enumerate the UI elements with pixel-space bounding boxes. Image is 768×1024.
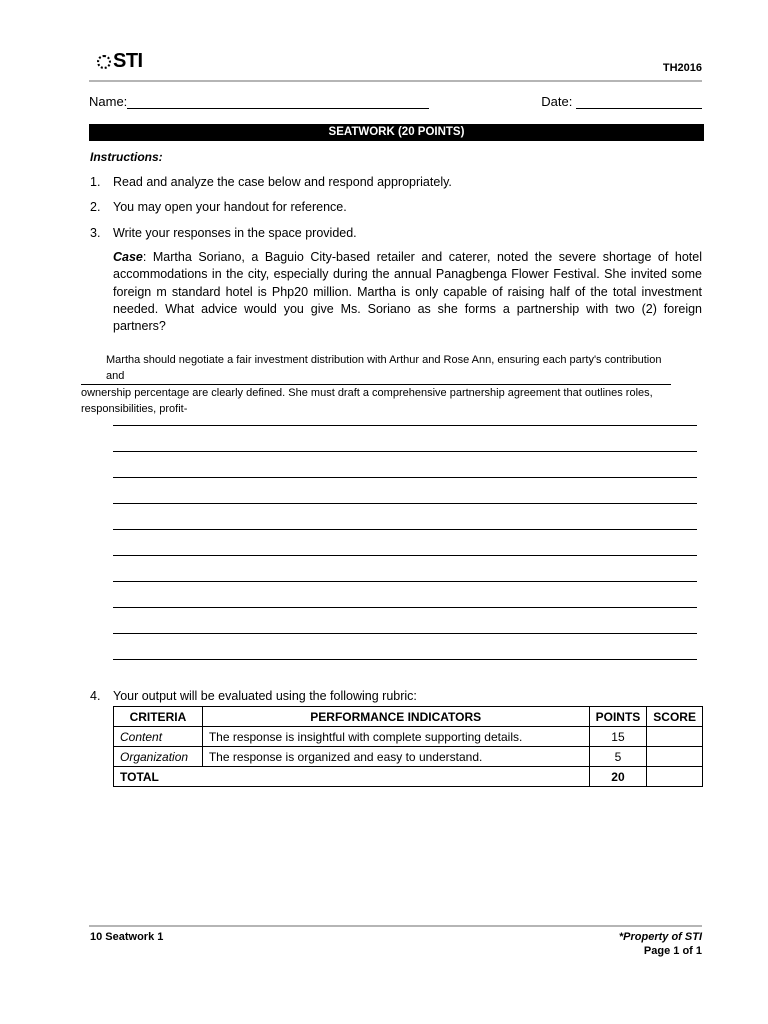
- name-date-row: [89, 94, 702, 109]
- item-number: 4.: [90, 689, 101, 703]
- table-row: [114, 747, 703, 767]
- indicator-cell: The response is organized and easy to understand.: [202, 747, 589, 767]
- answer-ruled-line[interactable]: [113, 659, 697, 660]
- item-text: You may open your handout for reference.: [113, 200, 347, 214]
- table-header-row: [114, 707, 703, 727]
- case-text: : Martha Soriano, a Baguio City-based retailer and caterer, noted the severe shortage of hotel accommodations in the city, especially during the annual Panagbenga Flower Festival. She invited some foreign m standard hotel is Php20 million. Martha is only capable of raising half of the total investment needed. What advice would you give Ms. Soriano as she forms a partnership with two (2) foreign partners?: [113, 250, 702, 334]
- logo-text: STI: [113, 50, 143, 72]
- case-paragraph: [113, 249, 702, 335]
- document-code: TH2016: [662, 62, 702, 74]
- item-text: Write your responses in the space provided.: [113, 226, 357, 240]
- answer-ruled-line[interactable]: [113, 425, 697, 426]
- answer-ruled-line[interactable]: [113, 581, 697, 582]
- item-number: 1.: [90, 175, 101, 189]
- answer-ruled-line[interactable]: [113, 529, 697, 530]
- item-number: 2.: [90, 200, 101, 214]
- answer-ruled-line[interactable]: [113, 477, 697, 478]
- footer-right: [619, 930, 702, 958]
- answer-ruled-line[interactable]: [113, 503, 697, 504]
- indicator-cell: The response is insightful with complete supporting details.: [202, 727, 589, 747]
- sti-logo-icon: [97, 55, 111, 69]
- item-number: 3.: [90, 226, 101, 240]
- date-field[interactable]: [576, 96, 702, 109]
- instruction-item: [90, 175, 452, 189]
- score-cell[interactable]: [647, 747, 703, 767]
- score-cell[interactable]: [647, 727, 703, 747]
- total-label: TOTAL: [114, 767, 590, 787]
- criteria-cell: Content: [114, 727, 203, 747]
- table-total-row: [114, 767, 703, 787]
- criteria-cell: Organization: [114, 747, 203, 767]
- footer-divider: [89, 925, 702, 927]
- instructions-label: Instructions:: [90, 150, 163, 164]
- column-header: CRITERIA: [114, 707, 203, 727]
- answer-ruled-line[interactable]: [113, 607, 697, 608]
- date-label: Date:: [541, 94, 573, 109]
- page-number: Page 1 of 1: [643, 945, 702, 957]
- property-notice: *Property of STI: [618, 931, 702, 943]
- instruction-item: [90, 226, 357, 240]
- total-points: 20: [589, 767, 647, 787]
- answer-ruled-line[interactable]: [113, 633, 697, 634]
- column-header: POINTS: [589, 707, 647, 727]
- item-text: Your output will be evaluated using the following rubric:: [113, 689, 417, 703]
- instruction-item: [90, 689, 417, 703]
- answer-line: ownership percentage are clearly defined. She must draft a comprehensive partnership agreement that outlines roles,: [81, 387, 653, 399]
- footer-title: 10 Seatwork 1: [90, 931, 164, 943]
- rubric-table: [113, 706, 703, 787]
- date-group: [541, 94, 702, 109]
- answer-ruled-line[interactable]: [113, 451, 697, 452]
- answer-line: responsibilities, profit-: [81, 403, 188, 415]
- seatwork-banner: SEATWORK (20 POINTS): [89, 124, 704, 141]
- case-label: Case: [113, 250, 143, 264]
- sti-logo: [97, 50, 143, 73]
- column-header: SCORE: [647, 707, 703, 727]
- name-field[interactable]: [127, 96, 429, 109]
- points-cell: 15: [589, 727, 647, 747]
- name-label: Name:: [89, 94, 128, 109]
- table-row: [114, 727, 703, 747]
- instruction-item: [90, 200, 347, 214]
- points-cell: 5: [589, 747, 647, 767]
- header-divider: [89, 80, 702, 82]
- item-text: Read and analyze the case below and respond appropriately.: [113, 175, 452, 189]
- answer-ruled-line[interactable]: [113, 555, 697, 556]
- total-score-cell[interactable]: [647, 767, 703, 787]
- answer-text[interactable]: [81, 352, 702, 417]
- answer-line: Martha should negotiate a fair investment distribution with Arthur and Rose Ann, ensuring each party's contribution and: [81, 352, 671, 385]
- column-header: PERFORMANCE INDICATORS: [202, 707, 589, 727]
